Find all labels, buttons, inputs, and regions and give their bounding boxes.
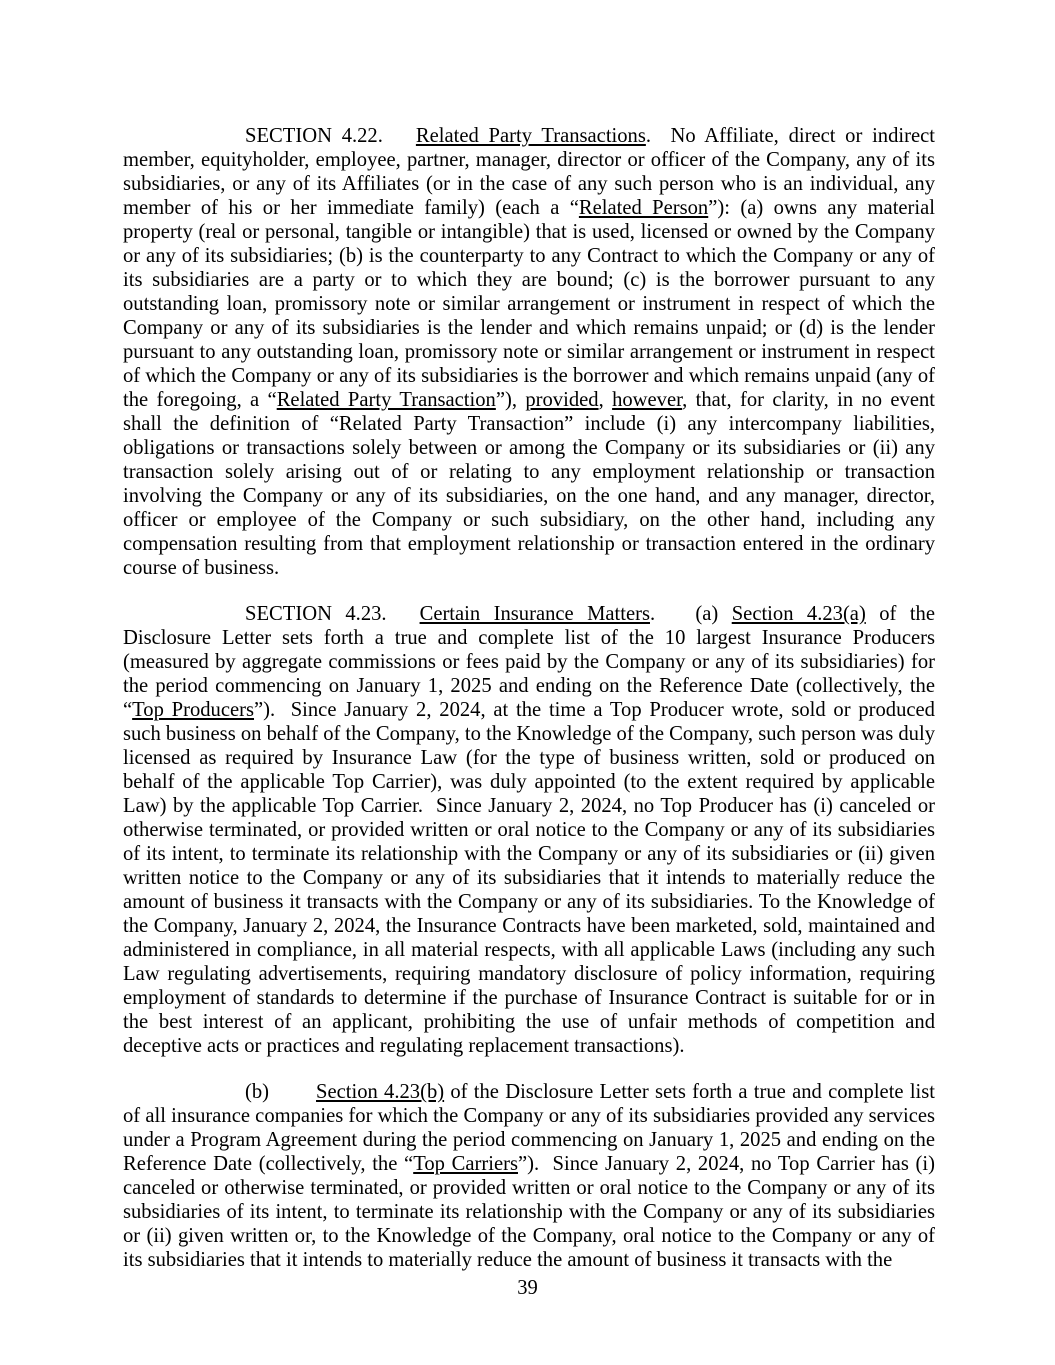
- underlined-term: Section 4.23(b): [316, 1081, 445, 1103]
- underlined-term: Top Producers: [132, 699, 255, 721]
- text-run: SECTION 4.23.: [245, 603, 387, 625]
- text-run: ”). Since January 2, 2024, no Top Carrier has (i) canceled or otherwise terminated, or provided written or oral notice to the Company or any of its subsidiaries of its intent, to terminate its relationship with the Company or any of its subsidiaries or (ii) given written or, to the Knowledge of the Company, oral notice to the Company or any of its subsidiaries that it intends to materially reduce the amount of business it transacts with the: [123, 1153, 935, 1271]
- text-run: , that, for clarity, in no event shall the definition of “Related Party Transaction” include (i) any intercompany liabilities, obligations or transactions solely between or among the Company or its subsidiaries or (ii) any transaction solely arising out of or relating to any employment relationship or transaction involving the Company or any of its subsidiaries, on the one hand, and any manager, director, officer or employee of the Company or such subsidiary, on the other hand, including any compensation resulting from that employment relationship or transaction entered in the ordinary course of business.: [123, 389, 936, 579]
- text-run: ,: [598, 389, 613, 411]
- paragraph-section-4-22: [123, 124, 935, 580]
- text-run: ”),: [495, 389, 526, 411]
- underlined-term: Related Party Transaction: [276, 389, 496, 411]
- underlined-term: Related Party Transactions: [415, 125, 646, 147]
- text-run: . (a): [650, 603, 732, 625]
- text-run: ”). Since January 2, 2024, at the time a Top Producer wrote, sold or produced such business on behalf of the Company, to the Knowledge of the Company, such person was duly licensed as required by Insurance Law (for the type of business written, sold or produced on behalf of the applicable Top Carrier), was duly appointed (to the extent required by applicable Law) by the applicable Top Carrier. Since January 2, 2024, no Top Producer has (i) canceled or otherwise terminated, or provided written or oral notice to the Company or any of its subsidiaries of its intent, to terminate its relationship with the Company or any of its subsidiaries or (ii) given written notice to the Company or any of its subsidiaries that it intends to materially reduce the amount of business it transacts with the Company or any of its subsidiaries. To the Knowledge of the Company, January 2, 2024, the Insurance Contracts have been marketed, sold, maintained and administered in compliance, in all material respects, with all applicable Laws (including any such Law regulating advertisements, requiring mandatory disclosure of policy information, requiring employment of standards to determine if the purchase of Insurance Contract is suitable for or in the best interest of an applicant, prohibiting the use of unfair methods of competition and deceptive acts or practices and regulating replacement transactions).: [123, 699, 935, 1057]
- text-run: SECTION 4.22.: [245, 125, 383, 147]
- underlined-term: Top Carriers: [413, 1153, 518, 1175]
- paragraph-section-4-23b: [123, 1080, 935, 1272]
- page-body-text: [123, 124, 935, 1294]
- text-run: (b): [245, 1081, 270, 1103]
- underlined-term: Section 4.23(a): [731, 603, 866, 625]
- text-run: ”): (a) owns any material property (real or personal, tangible or intangible) that is used, licensed or owned by the Company or any of its subsidiaries; (b) is the counterparty to any Contract to which the Company or any of its subsidiaries are a party or to which they are bound; (c) is the borrower pursuant to any outstanding loan, promissory note or similar arrangement or instrument in respect of which the Company or any of its subsidiaries is the lender and which remains unpaid; or (d) is the lender pursuant to any outstanding loan, promissory note or similar arrangement or instrument in respect of which the Company or any of its subsidiaries is the borrower and which remains unpaid (any of the foregoing, a “: [123, 197, 935, 411]
- underlined-term: Certain Insurance Matters: [419, 603, 650, 625]
- text-run: . No Affiliate, direct or indirect member, equityholder, employee, partner, manager, director or officer of the Company, any of its subsidiaries, or any of its Affiliates (or in the case of any such person who is an individual, any member of his or her immediate family) (each a “: [123, 125, 935, 219]
- text-run: of the Disclosure Letter sets forth a true and complete list of all insurance companies for which the Company or any of its subsidiaries provided any services under a Program Agreement during the period commencing on January 1, 2025 and ending on the Reference Date (collectively, the “: [123, 1081, 935, 1175]
- underlined-term: however: [612, 389, 683, 411]
- underlined-term: provided: [525, 389, 599, 411]
- paragraph-section-4-23a: [123, 602, 935, 1058]
- text-run: of the Disclosure Letter sets forth a true and complete list of the 10 largest Insurance Producers (measured by aggregate commissions or fees paid by the Company or any of its subsidiaries) for the period commencing on January 1, 2025 and ending on the Reference Date (collectively, the “: [123, 603, 935, 721]
- underlined-term: Related Person: [578, 197, 709, 219]
- page-number: 39: [517, 1277, 538, 1299]
